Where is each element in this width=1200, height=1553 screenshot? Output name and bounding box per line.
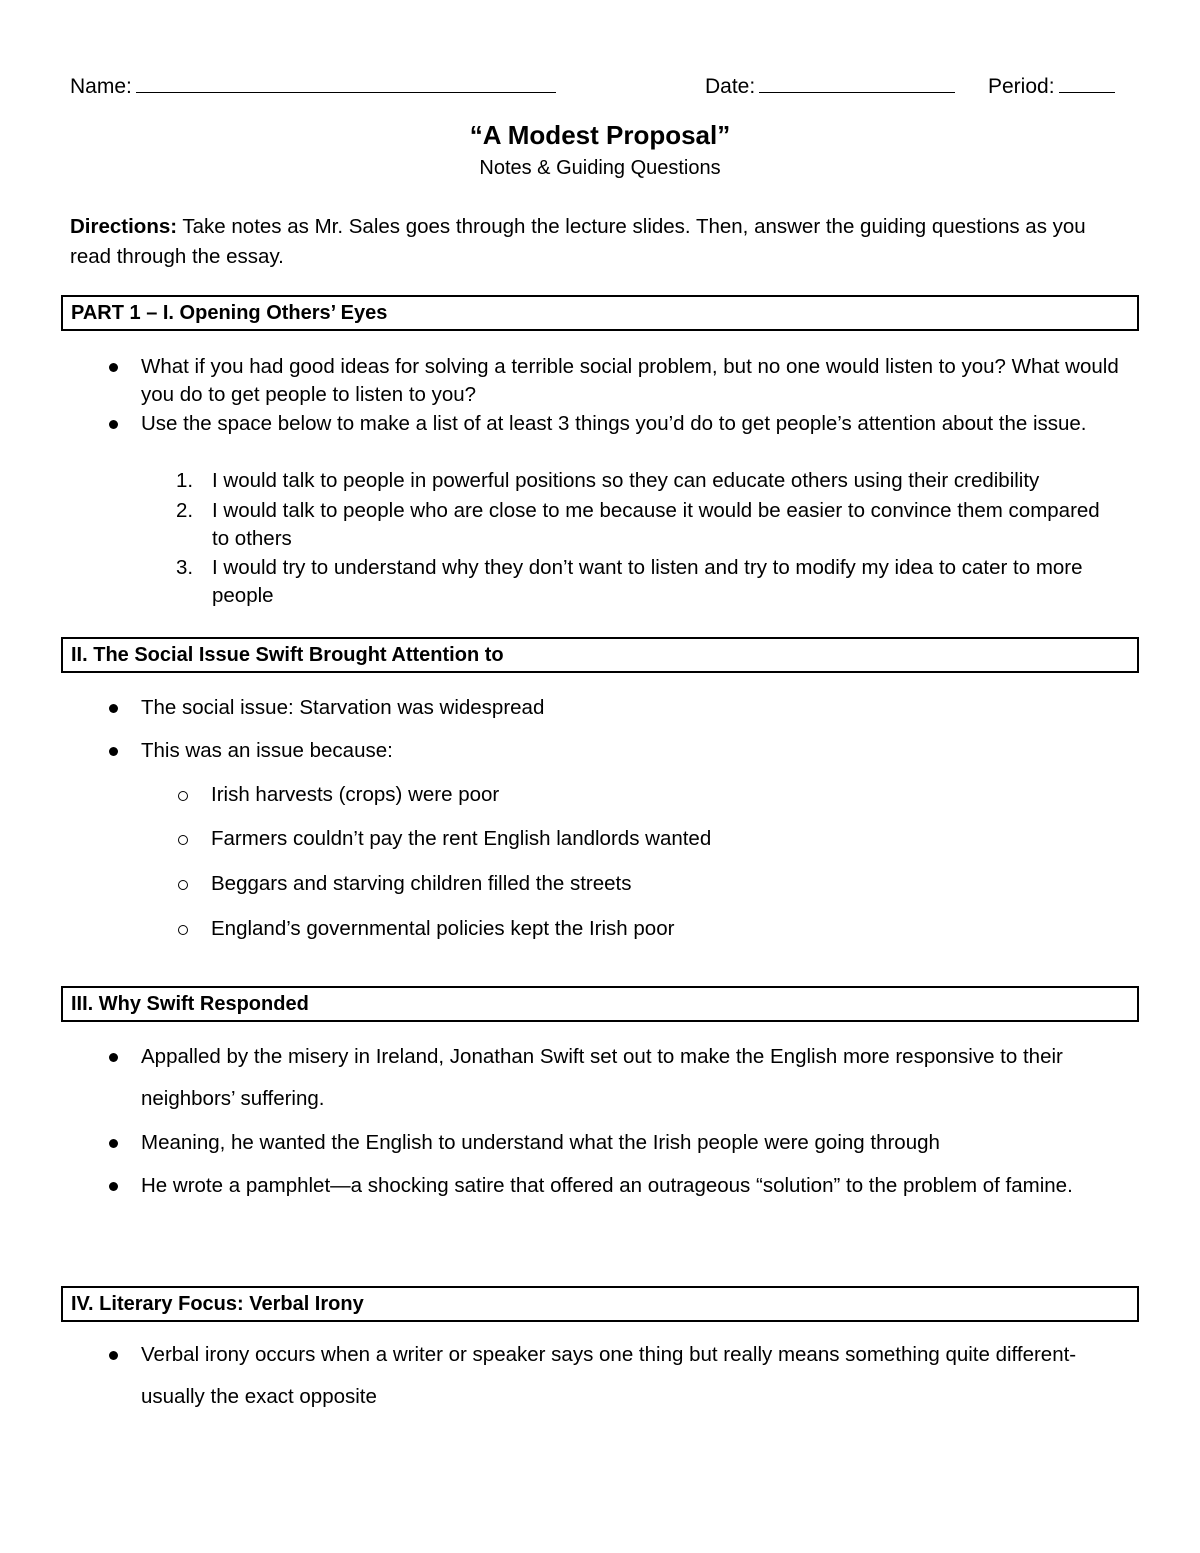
directions-paragraph xyxy=(70,212,1130,272)
name-blank-line[interactable] xyxy=(136,72,556,93)
bullet-icon xyxy=(109,1139,118,1148)
bullet-icon xyxy=(109,1351,118,1360)
section-heading-part1: PART 1 – I. Opening Others’ Eyes xyxy=(61,295,1139,331)
sub-list-item-text: Beggars and starving children filled the streets xyxy=(211,872,632,895)
sub-list-item-text: England’s governmental policies kept the Irish poor xyxy=(211,917,675,940)
answer-text: I would talk to people who are close to me because it would be easier to convince them compared to others xyxy=(212,499,1100,550)
list-item-text: This was an issue because: xyxy=(141,739,393,762)
hollow-bullet-icon xyxy=(178,925,188,935)
sub-list-item xyxy=(211,915,1111,943)
name-field[interactable] xyxy=(70,72,556,99)
list-number: 2. xyxy=(176,499,194,522)
list-item xyxy=(141,694,1126,722)
list-item xyxy=(141,410,1126,438)
directions-label: Directions: xyxy=(70,215,178,238)
list-item xyxy=(141,1036,1126,1120)
bullet-icon xyxy=(109,1182,118,1191)
sub-list-item xyxy=(211,870,1111,898)
bullet-icon xyxy=(109,363,118,372)
list-item-text: Appalled by the misery in Ireland, Jonathan Swift set out to make the English more responsive to their neighbors’ suffering. xyxy=(141,1045,1063,1110)
list-item-text: He wrote a pamphlet—a shocking satire that offered an outrageous “solution” to the problem of famine. xyxy=(141,1174,1073,1197)
answer-text: I would try to understand why they don’t want to listen and try to modify my idea to cater to more people xyxy=(212,556,1083,607)
date-field[interactable] xyxy=(705,72,955,99)
answer-text: I would talk to people in powerful positions so they can educate others using their credibility xyxy=(212,469,1040,492)
name-label: Name: xyxy=(70,75,132,98)
sub-list-item-text: Irish harvests (crops) were poor xyxy=(211,783,500,806)
list-item-text: Use the space below to make a list of at least 3 things you’d do to get people’s attention about the issue. xyxy=(141,412,1087,435)
bullet-icon xyxy=(109,747,118,756)
sub-list-item-text: Farmers couldn’t pay the rent English landlords wanted xyxy=(211,827,712,850)
list-item xyxy=(141,353,1126,409)
sub-list-item xyxy=(211,781,1111,809)
list-item-text: Meaning, he wanted the English to understand what the Irish people were going through xyxy=(141,1131,940,1154)
numbered-answer[interactable] xyxy=(176,554,1112,610)
list-item xyxy=(141,1122,1126,1164)
sub-list-item xyxy=(211,825,1111,853)
numbered-answer[interactable] xyxy=(176,467,1112,495)
date-label: Date: xyxy=(705,75,756,98)
list-item xyxy=(141,1165,1126,1207)
hollow-bullet-icon xyxy=(178,835,188,845)
bullet-icon xyxy=(109,1053,118,1062)
hollow-bullet-icon xyxy=(178,791,188,801)
document-subtitle: Notes & Guiding Questions xyxy=(479,157,721,179)
list-item xyxy=(141,737,1126,765)
numbered-answer[interactable] xyxy=(176,497,1112,553)
section-heading-part4: IV. Literary Focus: Verbal Irony xyxy=(61,1286,1139,1322)
list-item-text: Verbal irony occurs when a writer or speaker says one thing but really means something quite different-usually the exact opposite xyxy=(141,1343,1077,1408)
bullet-icon xyxy=(109,420,118,429)
list-number: 1. xyxy=(176,469,194,492)
directions-text: Take notes as Mr. Sales goes through the lecture slides. Then, answer the guiding questions as you read through the essay. xyxy=(70,215,1086,268)
section-heading-part2: II. The Social Issue Swift Brought Attention to xyxy=(61,637,1139,673)
list-number: 3. xyxy=(176,556,194,579)
list-item xyxy=(141,1334,1126,1418)
list-item-text: The social issue: Starvation was widespread xyxy=(141,696,545,719)
period-label: Period: xyxy=(988,75,1055,98)
document-title: “A Modest Proposal” xyxy=(469,120,731,150)
hollow-bullet-icon xyxy=(178,880,188,890)
period-blank-line[interactable] xyxy=(1059,72,1115,93)
section-heading-part3: III. Why Swift Responded xyxy=(61,986,1139,1022)
date-blank-line[interactable] xyxy=(759,72,955,93)
period-field[interactable] xyxy=(988,72,1115,99)
list-item-text: What if you had good ideas for solving a terrible social problem, but no one would listen to you? What would you do to get people to listen to you? xyxy=(141,355,1119,406)
bullet-icon xyxy=(109,704,118,713)
